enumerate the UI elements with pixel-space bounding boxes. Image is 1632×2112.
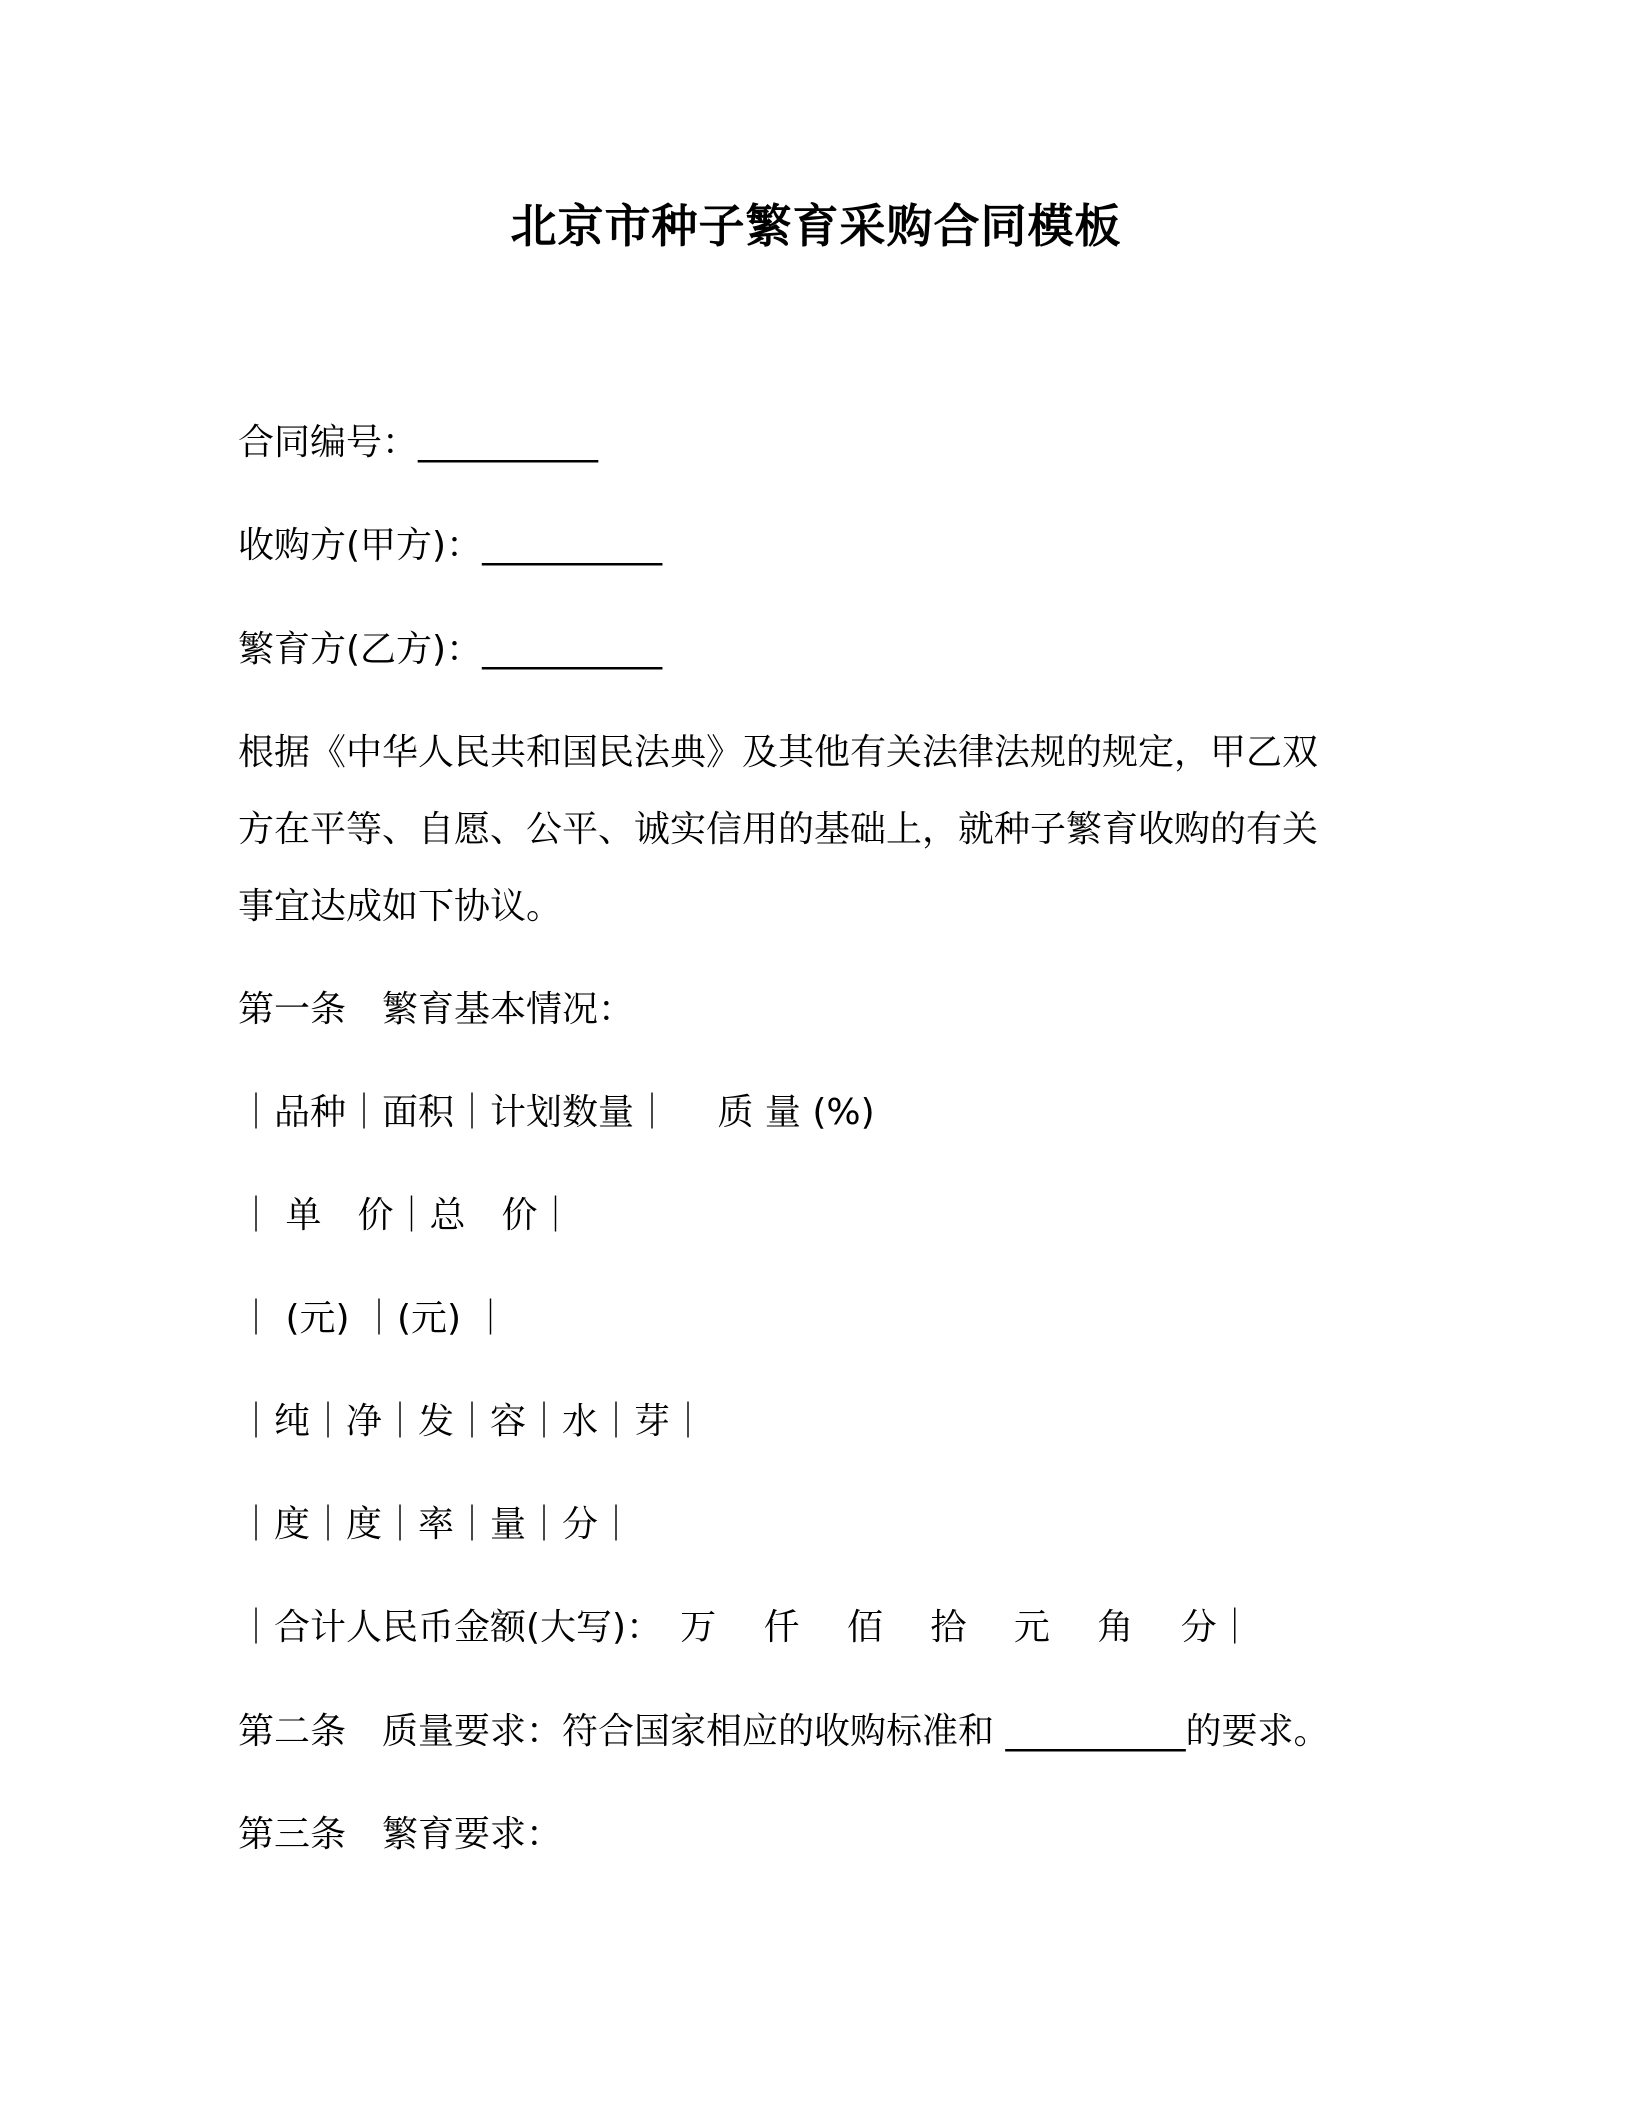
table-line-1: ｜品种｜面积｜计划数量｜ 质 量 (%) [238, 1092, 875, 1133]
table-line-2: ｜ 单 价｜总 价｜ [238, 1195, 574, 1236]
preamble-line-2: 方在平等、自愿、公平、诚实信用的基础上，就种子繁育收购的有关 [238, 809, 1319, 850]
buyer-field: 收购方(甲方)：__________ [238, 525, 663, 566]
table-line-4: ｜纯｜净｜发｜容｜水｜芽｜ [238, 1401, 707, 1442]
table-line-5: ｜度｜度｜率｜量｜分｜ [238, 1504, 635, 1545]
preamble-line-1: 根据《中华人民共和国民法典》及其他有关法律法规的规定，甲乙双 [238, 732, 1319, 773]
article-3-heading: 第三条 繁育要求： [238, 1814, 563, 1855]
contract-number-field: 合同编号：__________ [238, 422, 599, 463]
article-2: 第二条 质量要求：符合国家相应的收购标准和 __________的要求。 [238, 1711, 1330, 1752]
document-title: 北京市种子繁育采购合同模板 [510, 199, 1122, 253]
table-line-3: ｜ (元) ｜(元) ｜ [238, 1298, 509, 1339]
table-line-6: ｜合计人民币金额(大写)： 万 仟 佰 拾 元 角 分｜ [238, 1607, 1253, 1648]
article-1-heading: 第一条 繁育基本情况： [238, 989, 635, 1030]
preamble-line-3: 事宜达成如下协议。 [238, 886, 563, 927]
breeder-field: 繁育方(乙方)：__________ [238, 629, 663, 670]
